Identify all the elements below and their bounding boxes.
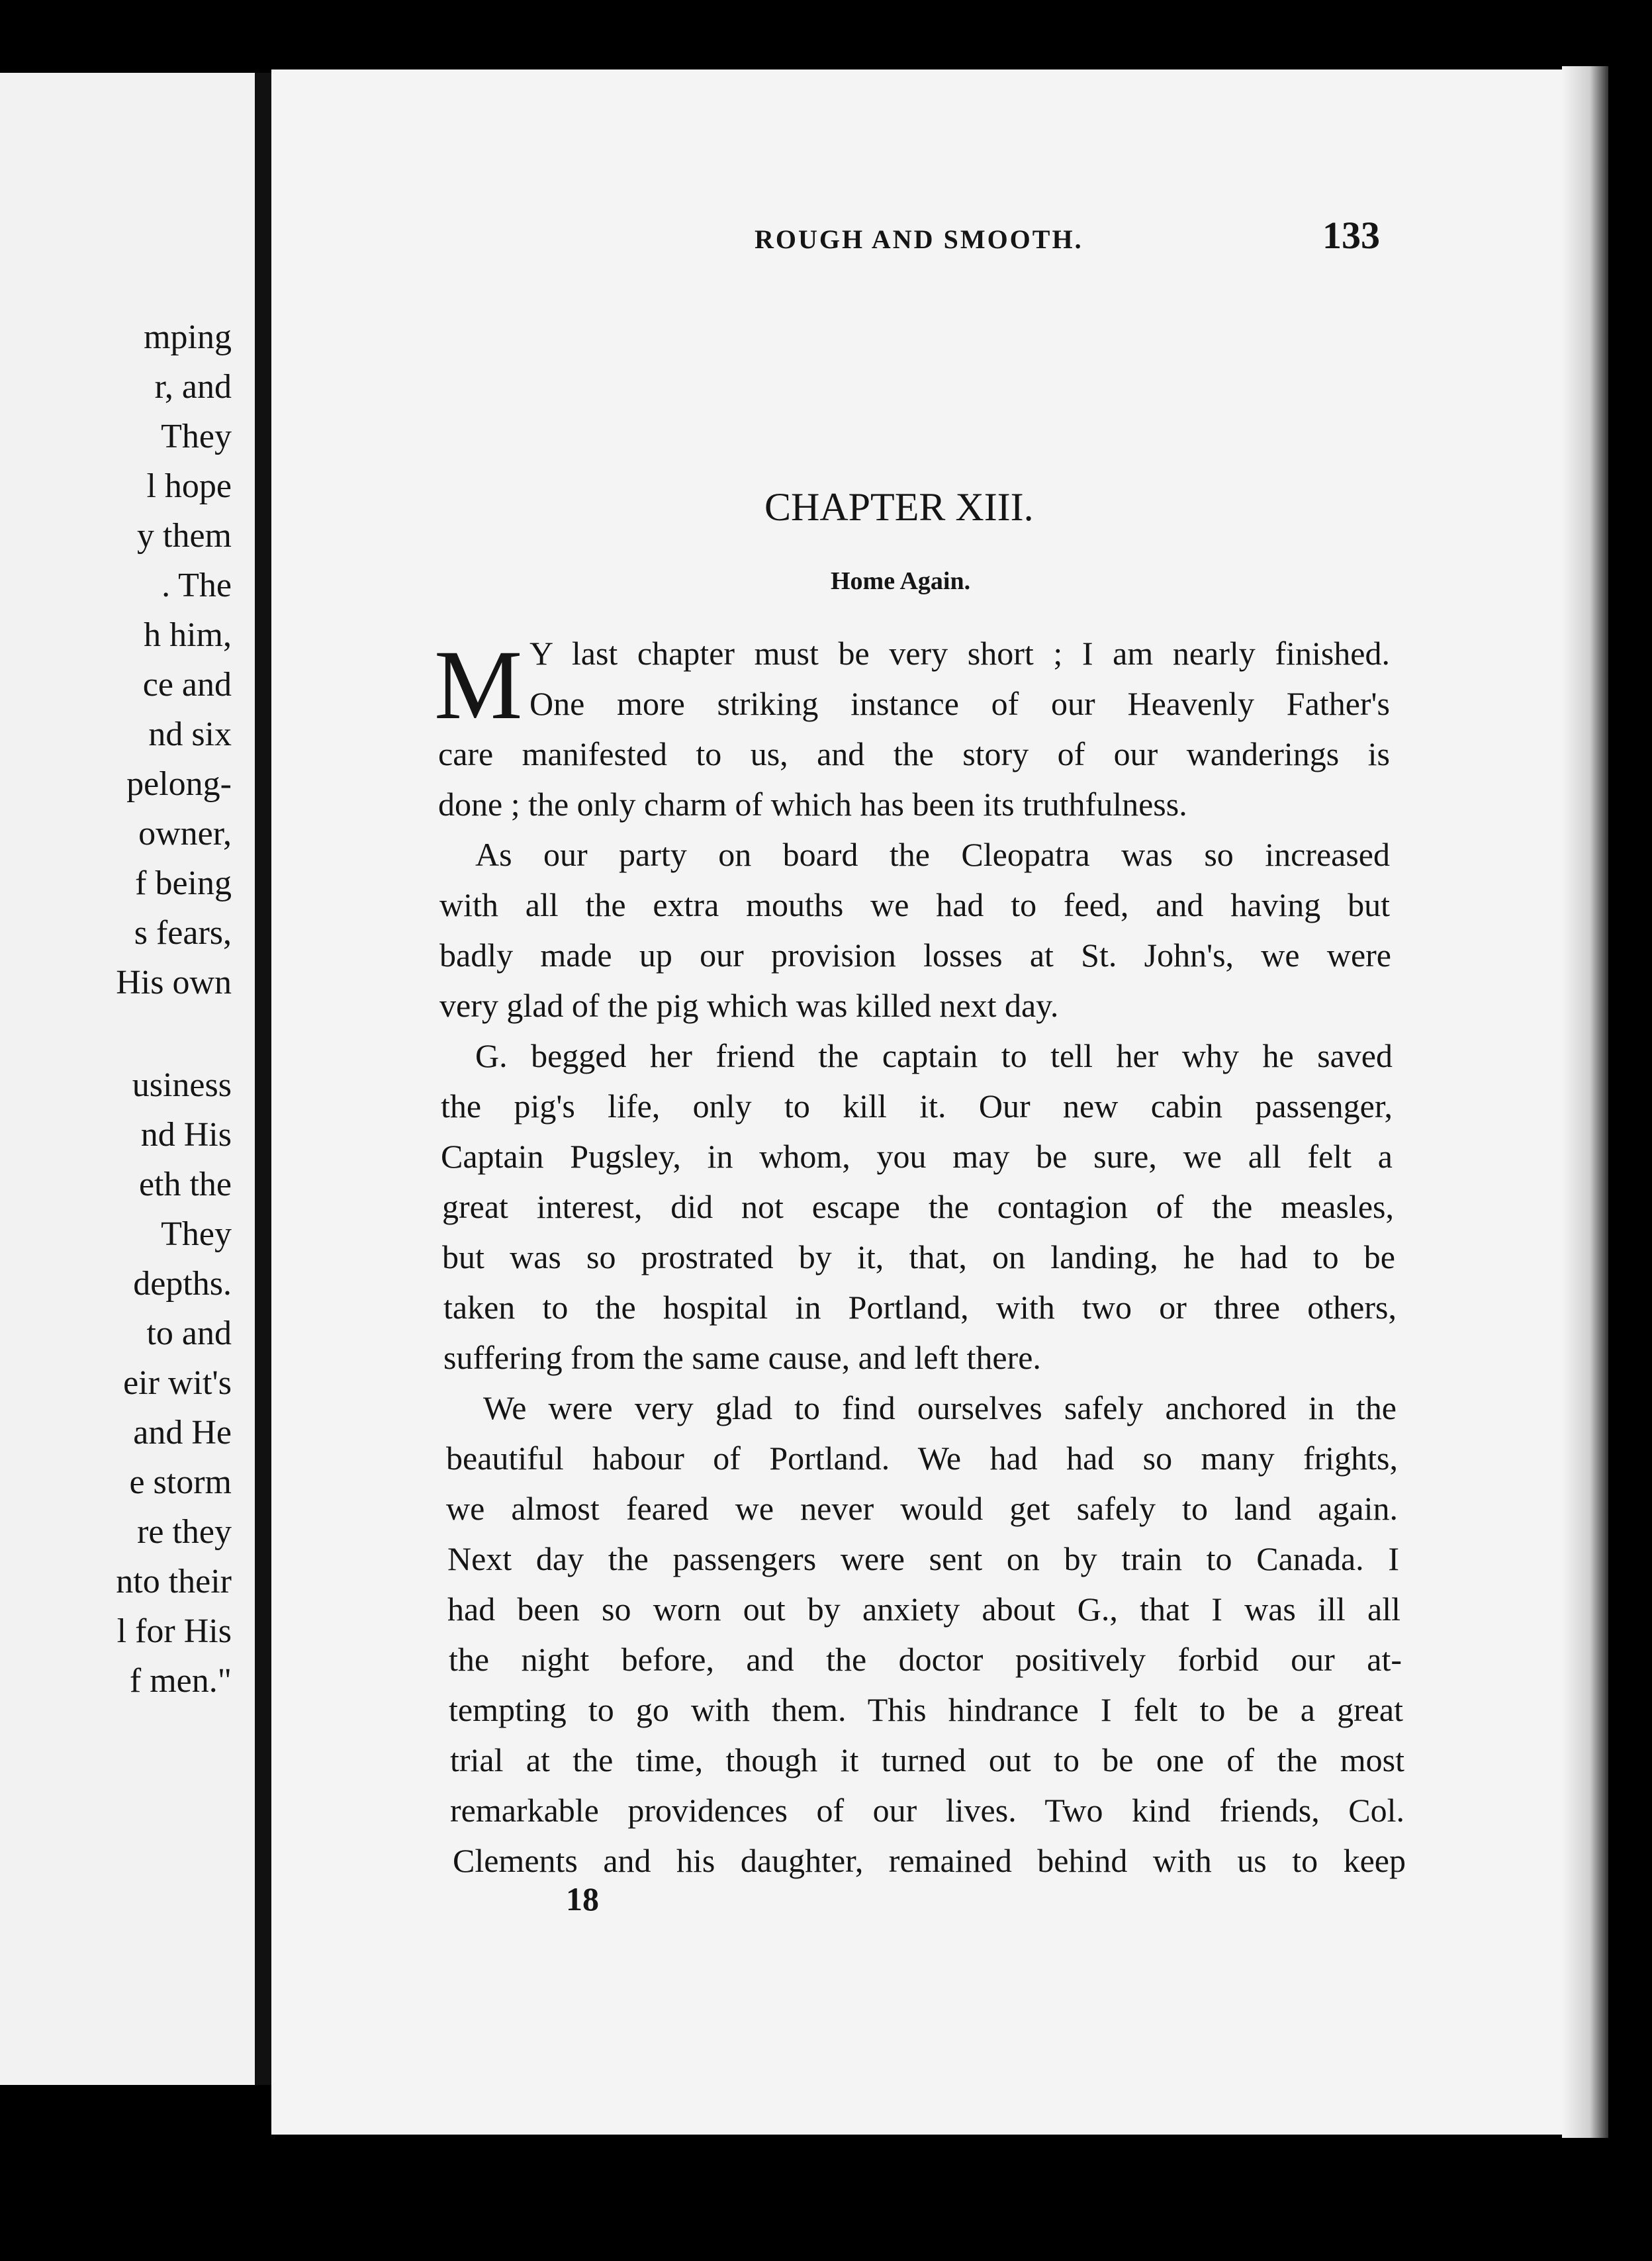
left-fragment: nto their: [116, 1563, 232, 1600]
drop-cap: M: [434, 630, 523, 740]
body-line: the night before, and the doctor positively forbid our at-: [449, 1641, 1402, 1678]
body-line: care manifested to us, and the story of our wanderings is: [438, 735, 1390, 772]
running-head: ROUGH AND SMOOTH.: [755, 224, 1083, 254]
left-fragment: mping: [144, 318, 232, 356]
left-fragment: eir wit's: [123, 1364, 232, 1402]
body-line: had been so worn out by anxiety about G., that I was ill all: [447, 1591, 1400, 1628]
body-line: done ; the only charm of which has been its truthfulness.: [438, 786, 1187, 823]
left-fragment: re they: [137, 1513, 232, 1551]
left-fragment: l hope: [146, 467, 232, 505]
body-line: trial at the time, though it turned out to be one of the most: [450, 1741, 1404, 1778]
left-fragment: depths.: [133, 1265, 232, 1303]
left-fragment: nd six: [148, 715, 232, 753]
body-line: taken to the hospital in Portland, with two or three others,: [443, 1289, 1397, 1326]
body-line: we almost feared we never would get safely to land again.: [446, 1490, 1398, 1527]
body-line: remarkable providences of our lives. Two kind friends, Col.: [450, 1792, 1404, 1829]
chapter-subtitle: Home Again.: [831, 567, 971, 595]
left-fragment: to and: [146, 1315, 232, 1352]
body-line: tempting to go with them. This hindrance I felt to be a great: [449, 1691, 1403, 1728]
body-line: We were very glad to find ourselves safely anchored in the: [483, 1389, 1397, 1426]
left-fragment: s fears,: [134, 914, 232, 952]
left-fragment: f being: [135, 864, 232, 902]
page-edge-shadow: [1562, 66, 1608, 2138]
left-page: [0, 73, 265, 2085]
body-line: with all the extra mouths we had to feed, and having but: [439, 886, 1390, 923]
left-fragment: owner,: [138, 815, 232, 853]
body-line: great interest, did not escape the contagion of the measles,: [442, 1188, 1394, 1225]
body-line: the pig's life, only to kill it. Our new cabin passenger,: [441, 1087, 1393, 1125]
body-line: beautiful habour of Portland. We had had so many frights,: [446, 1440, 1398, 1477]
book-gutter: [255, 73, 271, 2085]
left-fragment: pelong-: [126, 765, 232, 803]
left-fragment: e storm: [129, 1463, 232, 1501]
left-fragment: y them: [137, 517, 232, 555]
left-fragment: His own: [116, 964, 232, 1001]
chapter-title: CHAPTER XIII.: [764, 485, 1034, 529]
left-fragment: and He: [133, 1414, 232, 1452]
body-line: badly made up our provision losses at St. John's, we were: [439, 937, 1391, 974]
left-fragment: f men.": [129, 1662, 232, 1700]
body-line: Y last chapter must be very short ; I am nearly finished.: [529, 635, 1390, 672]
body-line: Clements and his daughter, remained behind with us to keep: [453, 1842, 1406, 1879]
body-line: Next day the passengers were sent on by train to Canada. I: [447, 1540, 1399, 1577]
body-line: As our party on board the Cleopatra was so increased: [475, 836, 1390, 873]
body-line: very glad of the pig which was killed next day.: [439, 987, 1059, 1024]
left-fragment: usiness: [132, 1066, 232, 1104]
body-line: but was so prostrated by it, that, on landing, he had to be: [442, 1238, 1395, 1275]
body-line: suffering from the same cause, and left there.: [443, 1339, 1041, 1376]
body-line: One more striking instance of our Heavenly Father's: [529, 685, 1390, 722]
left-fragment: eth the: [138, 1166, 232, 1203]
left-fragment: r, and: [154, 368, 232, 406]
page-number: 133: [1322, 214, 1380, 257]
left-fragment: nd His: [140, 1116, 232, 1154]
left-fragment: l for His: [116, 1612, 232, 1650]
left-fragment: ce and: [142, 666, 232, 704]
body-line: Captain Pugsley, in whom, you may be sure, we all felt a: [441, 1138, 1393, 1175]
left-fragment: h him,: [144, 616, 232, 654]
left-fragment: They: [161, 1215, 232, 1253]
left-fragment: They: [161, 418, 232, 455]
body-line: G. begged her friend the captain to tell her why he saved: [475, 1037, 1393, 1074]
signature-mark: 18: [566, 1880, 599, 1917]
left-fragment: . The: [161, 567, 232, 604]
